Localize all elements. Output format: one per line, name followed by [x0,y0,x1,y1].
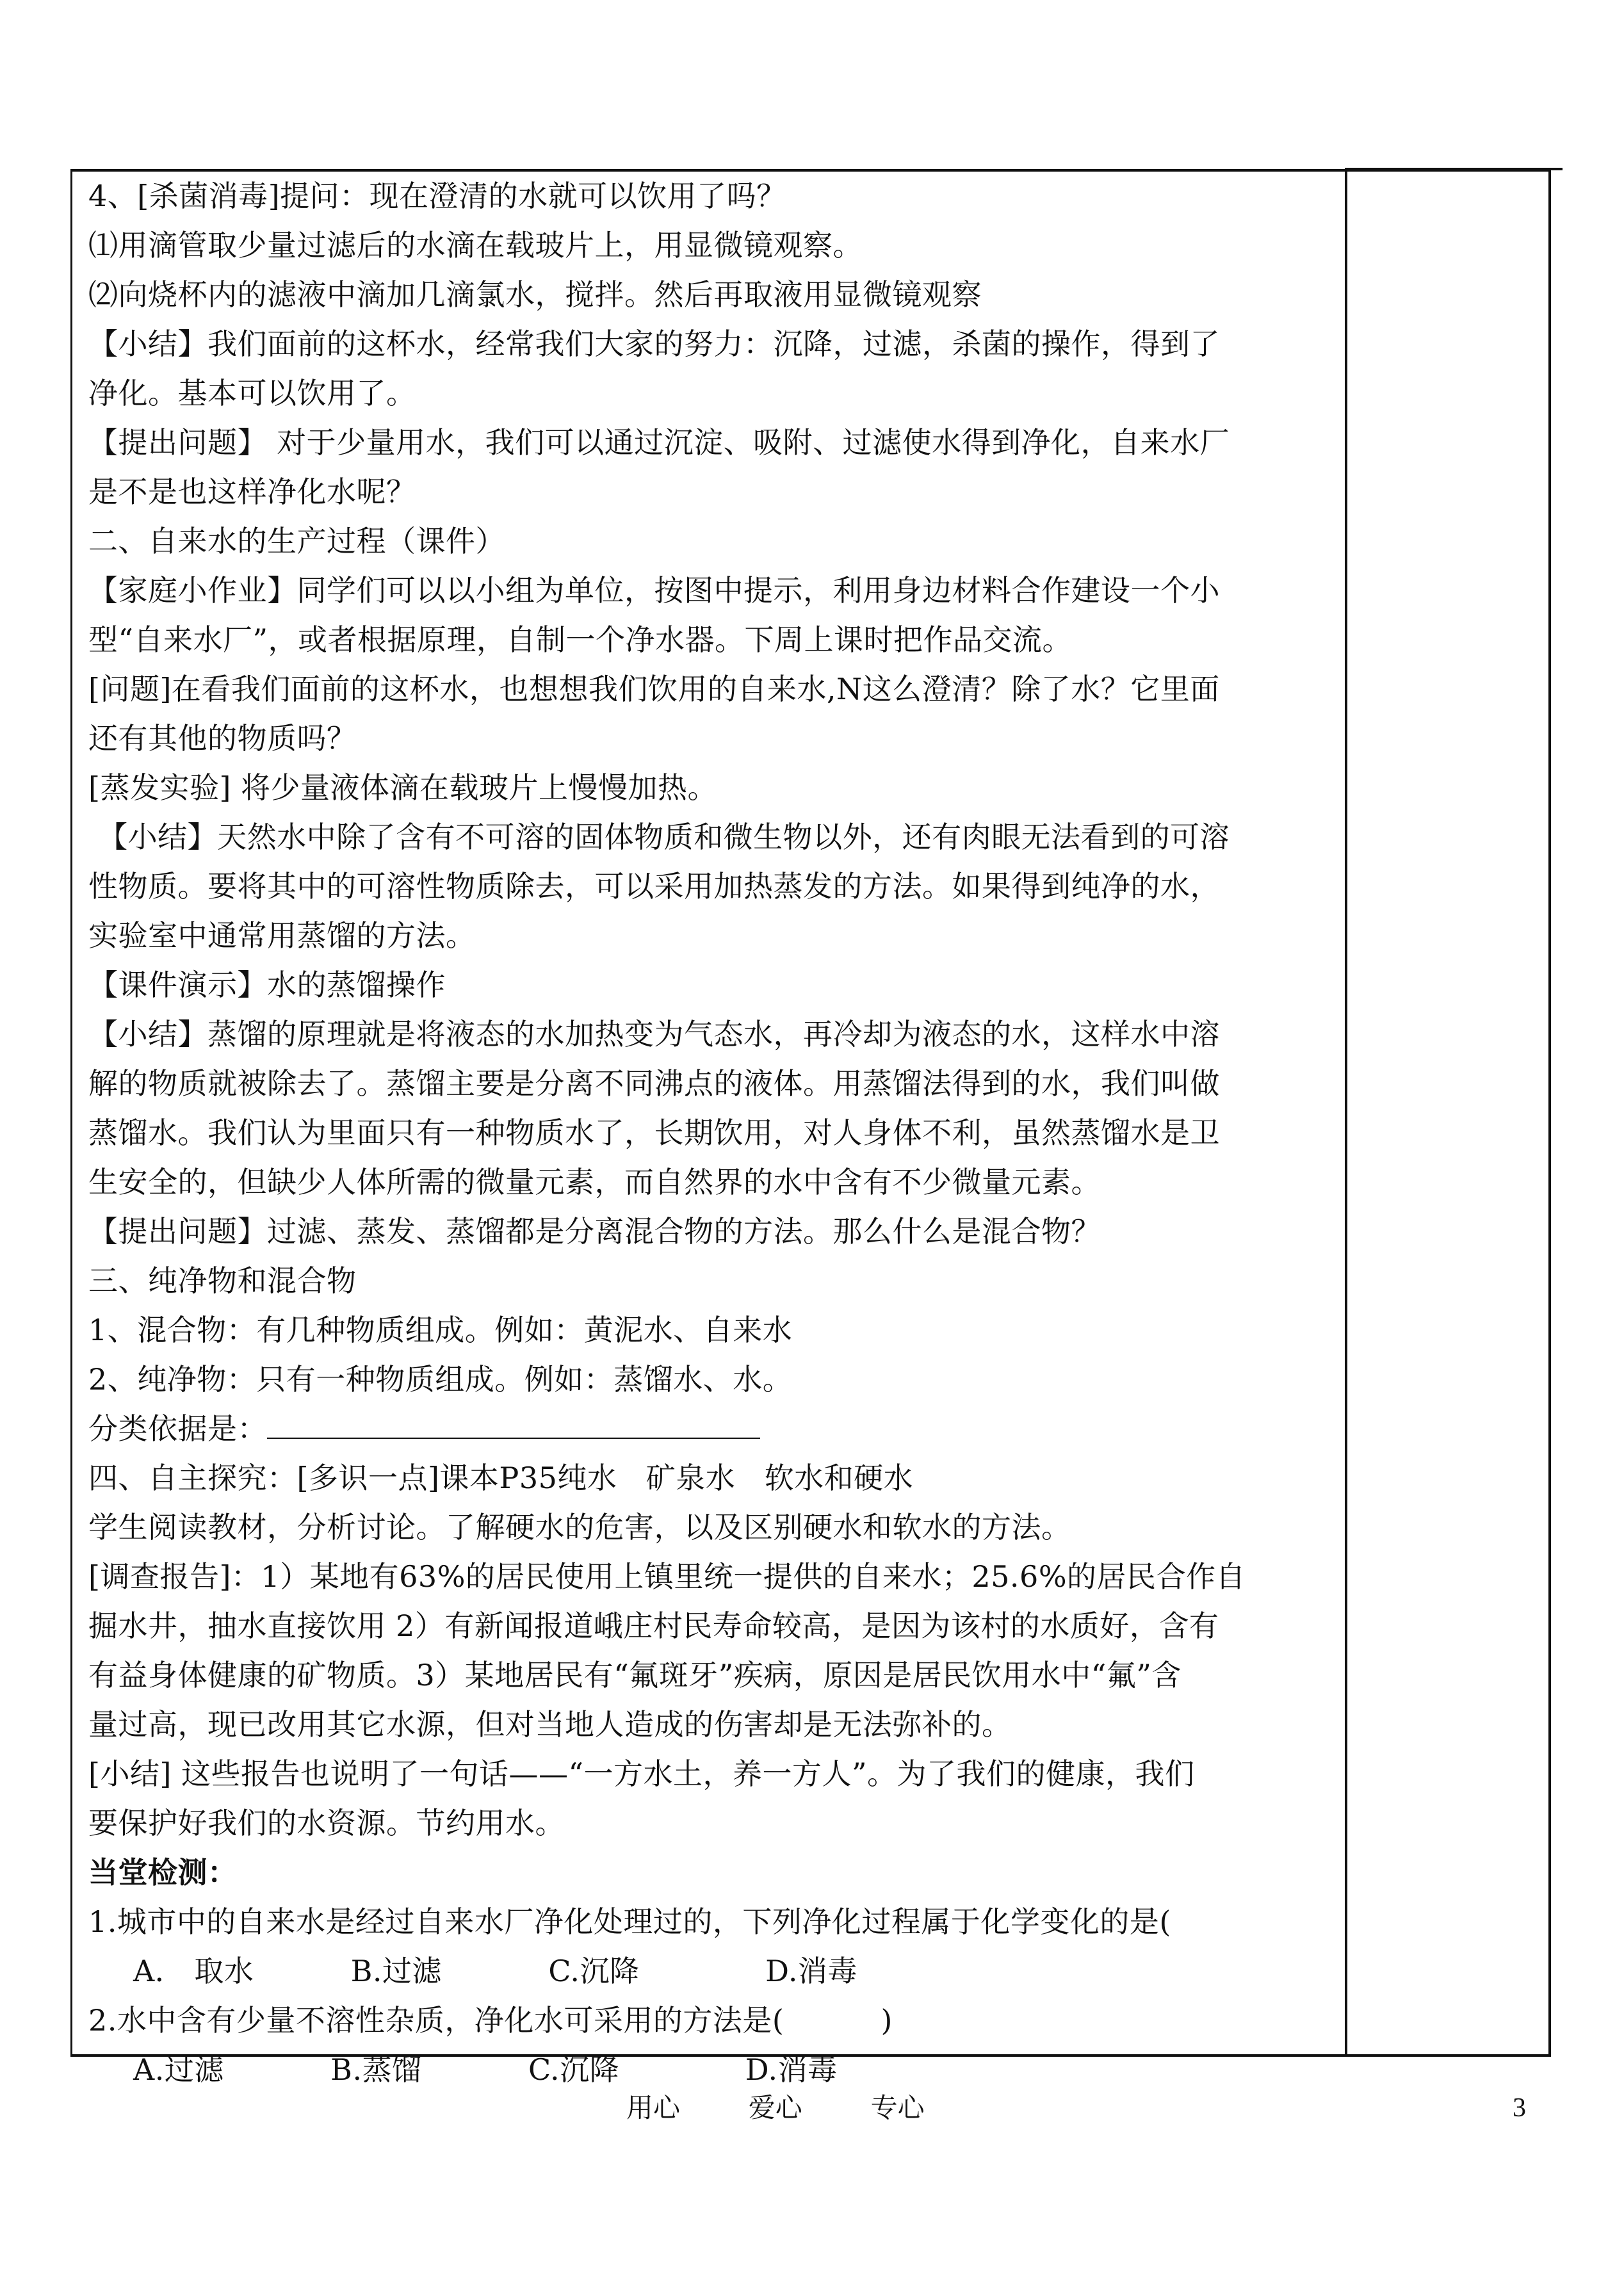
text-line: 2、纯净物：只有一种物质组成。例如：蒸馏水、水。 [88,1362,793,1397]
text-line: ⑴用滴管取少量过滤后的水滴在载玻片上，用显微镜观察。 [88,228,863,263]
text-line: 有益身体健康的矿物质。3）某地居民有“氟斑牙”疾病，原因是居民饮用水中“氟”含 [88,1658,1181,1692]
classification-line [88,1404,1337,1454]
text-line: 学生阅读教材，分析讨论。了解硬水的危害，以及区别硬水和软水的方法。 [88,1510,1071,1545]
table-top-rule [1345,168,1563,170]
text-line: 性物质。要将其中的可溶性物质除去，可以采用加热蒸发的方法。如果得到纯净的水， [88,869,1220,904]
section-heading: 二、自来水的生产过程（课件） [88,524,505,558]
text-line: [调查报告]：1）某地有63%的居民使用上镇里统一提供的自来水；25.6%的居民合作自 [88,1559,1246,1594]
text-line: 还有其他的物质吗？ [88,721,357,756]
section-heading: 三、纯净物和混合物 [88,1263,357,1298]
text-line: 【课件演示】水的蒸馏操作 [88,968,446,1002]
text-line: 掘水井，抽水直接饮用 2）有新闻报道峨庄村民寿命较高，是因为该村的水质好，含有 [88,1609,1219,1643]
footer-motto: 用心 爱心 专心 [626,2092,925,2123]
question-options: A． 取水 B.过滤 C.沉降 D.消毒 [133,1954,857,1988]
text-line: 【小结】我们面前的这杯水，经常我们大家的努力：沉降，过滤，杀菌的操作，得到了 [88,327,1220,361]
text-line: 生安全的，但缺少人体所需的微量元素，而自然界的水中含有不少微量元素。 [88,1165,1101,1199]
text-line: 【提出问题】过滤、蒸发、蒸馏都是分离混合物的方法。那么什么是混合物？ [88,1214,1101,1249]
text-line: 要保护好我们的水资源。节约用水。 [88,1806,565,1840]
text-line: 【小结】蒸馏的原理就是将液态的水加热变为气态水，再冷却为液态的水，这样水中溶 [88,1017,1220,1051]
text-line: 量过高，现已改用其它水源，但对当地人造成的伤害却是无法弥补的。 [88,1707,1012,1742]
text-line: [蒸发实验] 将少量液体滴在载玻片上慢慢加热。 [88,770,718,805]
notes-column-divider [1345,170,1347,2056]
text-line: 净化。基本可以饮用了。 [88,376,416,410]
text-line: 是不是也这样净化水呢？ [88,474,416,509]
text-line: 实验室中通常用蒸馏的方法。 [88,918,476,953]
section-heading: 四、自主探究：[多识一点]课本P35纯水 矿泉水 软水和硬水 [88,1461,914,1495]
text-line: 4、[杀菌消毒]提问：现在澄清的水就可以饮用了吗？ [88,179,786,213]
text-line: ⑵向烧杯内的滤液中滴加几滴氯水，搅拌。然后再取液用显微镜观察 [88,277,982,312]
lesson-content [88,172,1337,2095]
page-footer [0,2089,1624,2127]
text-line: 【提出问题】 对于少量用水，我们可以通过沉淀、吸附、过滤使水得到净化，自来水厂 [88,425,1230,460]
text-line: 1、混合物：有几种物质组成。例如：黄泥水、自来水 [88,1313,793,1347]
question-stem: 1.城市中的自来水是经过自来水厂净化处理过的，下列净化过程属于化学变化的是( [88,1904,1171,1939]
test-heading: 当堂检测： [88,1855,238,1890]
text-line: 解的物质就被除去了。蒸馏主要是分离不同沸点的液体。用蒸馏法得到的水，我们叫做 [88,1066,1220,1101]
text-line: 【小结】天然水中除了含有不可溶的固体物质和微生物以外，还有肉眼无法看到的可溶 [88,820,1230,854]
page-number: 3 [1513,2093,1526,2123]
text-line: [小结] 这些报告也说明了一句话——“一方水土，养一方人”。为了我们的健康，我们 [88,1756,1195,1791]
classification-label: 分类依据是： [88,1411,267,1446]
fill-in-blank[interactable] [267,1415,760,1439]
text-line: 蒸馏水。我们认为里面只有一种物质水了，长期饮用，对人身体不利，虽然蒸馏水是卫 [88,1115,1220,1150]
text-line: 【家庭小作业】同学们可以以小组为单位，按图中提示，利用身边材料合作建设一个小 [88,573,1220,608]
text-line: 型“自来水厂”，或者根据原理，自制一个净水器。下周上课时把作品交流。 [88,622,1073,657]
question-stem: 2.水中含有少量不溶性杂质，净化水可采用的方法是( ) [88,2003,893,2038]
text-line: [问题]在看我们面前的这杯水，也想想我们饮用的自来水,N这么澄清？除了水？它里面 [88,672,1220,706]
question-options: A.过滤 B.蒸馏 C.沉降 D.消毒 [133,2052,838,2087]
